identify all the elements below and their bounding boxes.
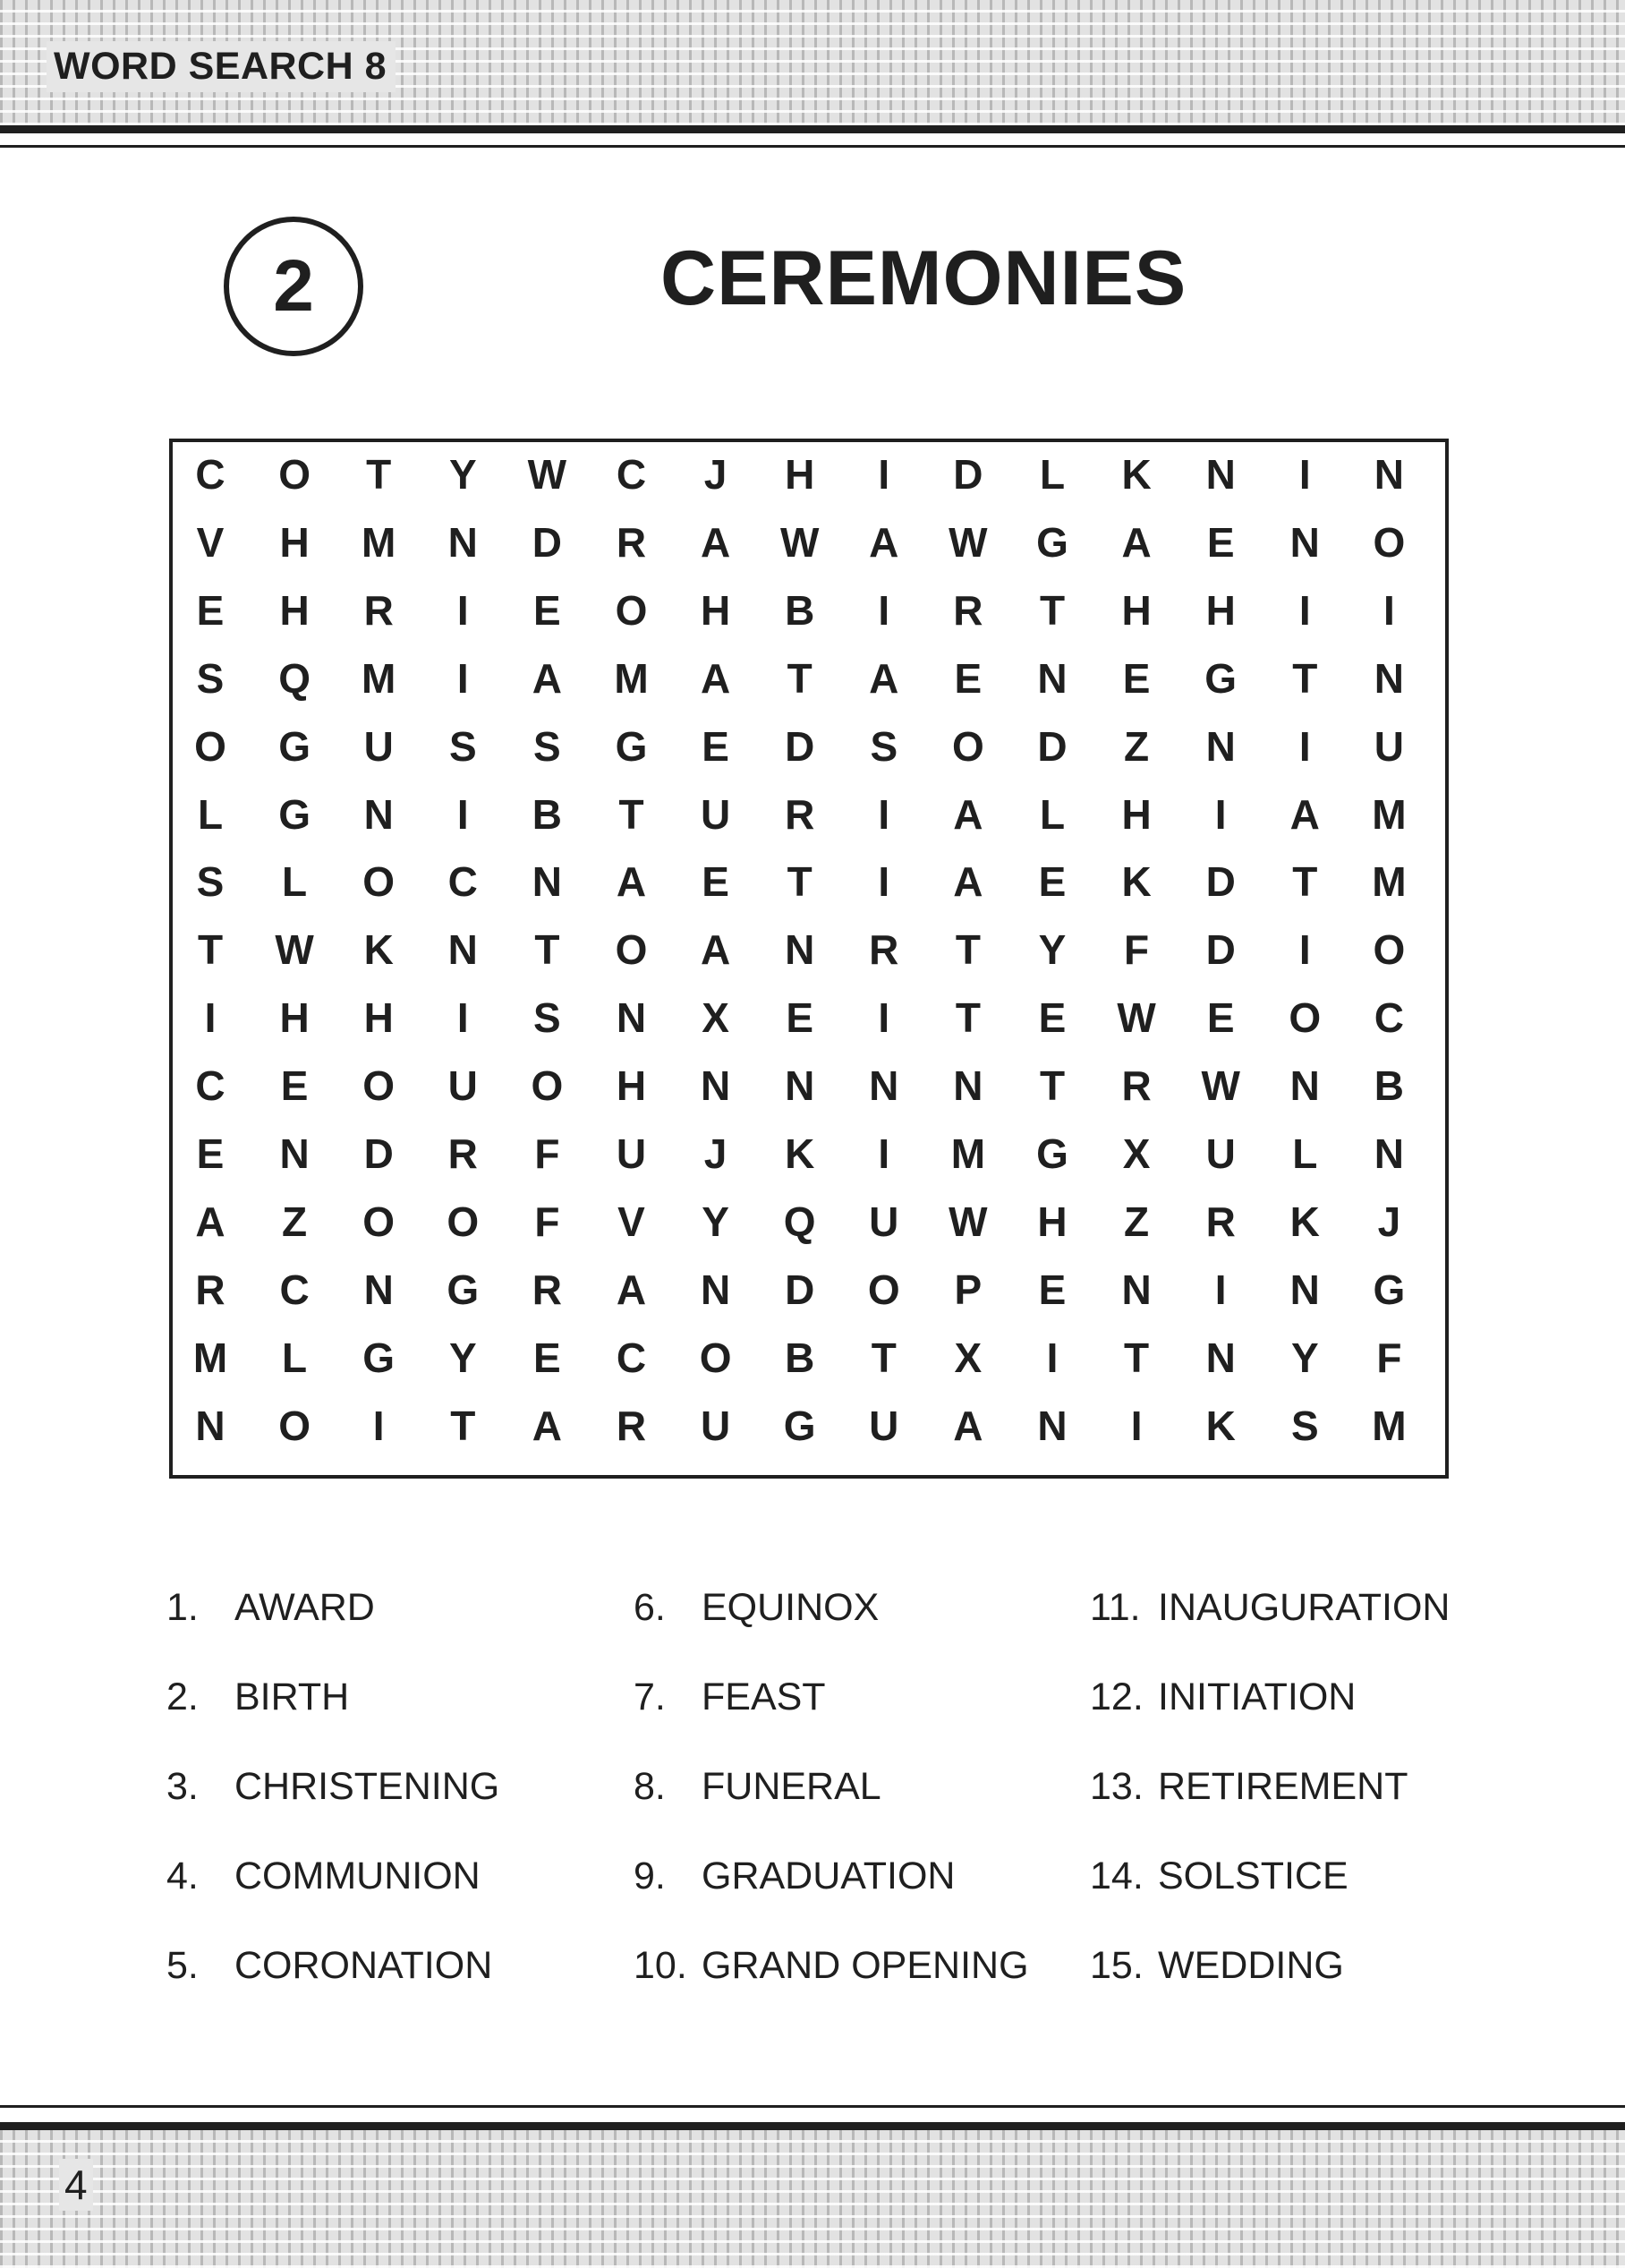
- grid-letter: H: [700, 586, 731, 634]
- grid-letter: S: [448, 722, 477, 770]
- grid-letter: L: [197, 790, 224, 838]
- word-text: BIRTH: [234, 1675, 350, 1718]
- grid-letter: Z: [1124, 1198, 1150, 1245]
- grid-letter: Y: [448, 1334, 477, 1381]
- grid-letter: A: [532, 1402, 562, 1449]
- grid-letter: L: [1292, 1130, 1318, 1177]
- grid-letter: U: [616, 1130, 647, 1177]
- word-text: FUNERAL: [702, 1765, 881, 1808]
- grid-letter: C: [279, 1266, 310, 1313]
- grid-letter: I: [878, 994, 890, 1042]
- grid-letter: O: [867, 1266, 900, 1313]
- grid-letter: L: [1039, 790, 1066, 838]
- grid-letter: H: [1121, 586, 1152, 634]
- grid-letter: R: [532, 1266, 562, 1313]
- word-text: AWARD: [234, 1586, 375, 1629]
- grid-row: [173, 780, 1445, 848]
- grid-row: [173, 1052, 1445, 1120]
- grid-letter: C: [616, 451, 647, 498]
- word-number: 11.: [1090, 1586, 1141, 1629]
- grid-letter: I: [878, 1130, 890, 1177]
- word-number: 8.: [634, 1765, 666, 1808]
- grid-letter: I: [456, 790, 469, 838]
- grid-row: [173, 644, 1445, 712]
- word-number: 14.: [1090, 1854, 1144, 1897]
- grid-letter: O: [615, 586, 648, 634]
- grid-letter: O: [278, 451, 311, 498]
- grid-letter: W: [779, 518, 820, 566]
- grid-letter: C: [616, 1334, 647, 1381]
- grid-letter: T: [1292, 654, 1318, 702]
- grid-letter: T: [787, 654, 812, 702]
- word-number: 3.: [166, 1765, 199, 1808]
- header-rule-thin: [0, 145, 1625, 148]
- grid-letter: D: [532, 518, 562, 566]
- grid-letter: H: [616, 1062, 647, 1110]
- grid-letter: I: [1298, 586, 1311, 634]
- grid-letter: G: [615, 722, 648, 770]
- grid-letter: N: [195, 1402, 225, 1449]
- grid-letter: S: [196, 858, 225, 906]
- header-rule-thick: [0, 125, 1625, 133]
- grid-letter: B: [785, 1334, 815, 1381]
- grid-letter: O: [615, 926, 648, 974]
- grid-letter: H: [279, 518, 310, 566]
- grid-letter: T: [1292, 858, 1318, 906]
- grid-letter: D: [785, 1266, 815, 1313]
- grid-letter: W: [1117, 994, 1156, 1042]
- grid-letter: U: [700, 790, 731, 838]
- grid-letter: U: [1205, 1130, 1236, 1177]
- grid-row: [173, 1392, 1445, 1460]
- grid-letter: O: [1373, 926, 1406, 974]
- grid-letter: S: [533, 994, 561, 1042]
- word-number: 10.: [634, 1944, 687, 1987]
- grid-letter: R: [447, 1130, 478, 1177]
- grid-row: [173, 712, 1445, 780]
- grid-row: [173, 916, 1445, 984]
- word-text: GRAND OPENING: [702, 1944, 1029, 1987]
- grid-letter: E: [533, 1334, 561, 1381]
- grid-letter: M: [614, 654, 649, 702]
- grid-letter: N: [279, 1130, 310, 1177]
- word-text: FEAST: [702, 1675, 826, 1718]
- grid-letter: E: [1038, 1266, 1067, 1313]
- grid-letter: C: [195, 451, 225, 498]
- grid-row: [173, 440, 1445, 508]
- word-text: EQUINOX: [702, 1586, 880, 1629]
- word-text: CORONATION: [234, 1944, 493, 1987]
- grid-letter: N: [363, 1266, 394, 1313]
- word-number: 2.: [166, 1675, 199, 1718]
- word-number: 13.: [1090, 1765, 1144, 1808]
- grid-letter: T: [787, 858, 812, 906]
- grid-letter: R: [785, 790, 815, 838]
- grid-letter: O: [447, 1198, 480, 1245]
- grid-letter: N: [447, 926, 478, 974]
- grid-letter: V: [196, 518, 225, 566]
- grid-letter: P: [954, 1266, 983, 1313]
- grid-letter: N: [785, 1062, 815, 1110]
- grid-letter: E: [196, 1130, 225, 1177]
- grid-letter: U: [363, 722, 394, 770]
- grid-letter: X: [1122, 1130, 1151, 1177]
- grid-letter: N: [869, 1062, 899, 1110]
- grid-letter: E: [786, 994, 814, 1042]
- grid-letter: G: [1036, 1130, 1068, 1177]
- grid-letter: Z: [282, 1198, 308, 1245]
- grid-letter: O: [1373, 518, 1406, 566]
- page-number: 4: [59, 2159, 93, 2211]
- grid-letter: U: [700, 1402, 731, 1449]
- grid-letter: F: [1124, 926, 1150, 974]
- grid-letter: A: [616, 858, 647, 906]
- grid-letter: A: [1121, 518, 1152, 566]
- grid-letter: K: [1289, 1198, 1320, 1245]
- grid-letter: T: [871, 1334, 897, 1381]
- grid-letter: R: [195, 1266, 225, 1313]
- grid-letter: O: [278, 1402, 311, 1449]
- grid-letter: O: [1289, 994, 1322, 1042]
- grid-letter: N: [1037, 654, 1068, 702]
- grid-row: [173, 984, 1445, 1052]
- word-number: 1.: [166, 1586, 199, 1629]
- grid-letter: D: [1037, 722, 1068, 770]
- series-title: WORD SEARCH 8: [47, 41, 396, 92]
- grid-letter: O: [362, 1198, 396, 1245]
- grid-letter: R: [616, 518, 647, 566]
- word-number: 9.: [634, 1854, 666, 1897]
- grid-letter: T: [1039, 586, 1066, 634]
- grid-letter: Y: [448, 451, 477, 498]
- grid-letter: K: [785, 1130, 815, 1177]
- grid-letter: A: [1289, 790, 1320, 838]
- grid-letter: C: [195, 1062, 225, 1110]
- grid-letter: Y: [702, 1198, 729, 1245]
- word-text: INITIATION: [1158, 1675, 1357, 1718]
- grid-letter: Q: [783, 1198, 816, 1245]
- grid-letter: G: [278, 790, 311, 838]
- grid-letter: I: [1383, 586, 1395, 634]
- grid-row: [173, 1188, 1445, 1256]
- grid-letter: N: [1374, 654, 1404, 702]
- word-number: 5.: [166, 1944, 199, 1987]
- grid-letter: X: [702, 994, 729, 1042]
- grid-letter: Z: [1124, 722, 1150, 770]
- grid-row: [173, 576, 1445, 644]
- grid-letter: A: [700, 654, 731, 702]
- grid-letter: I: [1046, 1334, 1059, 1381]
- puzzle-title: CEREMONIES: [660, 235, 1187, 321]
- grid-letter: N: [1374, 451, 1404, 498]
- grid-letter: S: [1290, 1402, 1319, 1449]
- grid-letter: I: [456, 654, 469, 702]
- grid-letter: W: [949, 1198, 988, 1245]
- grid-letter: I: [1298, 451, 1311, 498]
- grid-letter: G: [278, 722, 311, 770]
- grid-letter: R: [869, 926, 899, 974]
- grid-letter: H: [785, 451, 815, 498]
- grid-letter: I: [1214, 790, 1227, 838]
- grid-letter: R: [363, 586, 394, 634]
- grid-letter: N: [1205, 451, 1236, 498]
- grid-letter: G: [1373, 1266, 1406, 1313]
- grid-letter: D: [953, 451, 983, 498]
- footer-rule-thick: [0, 2122, 1625, 2130]
- word-number: 15.: [1090, 1944, 1144, 1987]
- footer-rule-thin: [0, 2105, 1625, 2108]
- grid-letter: G: [447, 1266, 480, 1313]
- grid-letter: N: [363, 790, 394, 838]
- grid-row: [173, 1120, 1445, 1188]
- grid-letter: H: [279, 586, 310, 634]
- grid-letter: Y: [1038, 926, 1067, 974]
- grid-letter: E: [196, 586, 225, 634]
- grid-letter: I: [878, 586, 890, 634]
- grid-letter: T: [955, 994, 981, 1042]
- grid-letter: M: [362, 654, 396, 702]
- grid-letter: C: [1374, 994, 1404, 1042]
- grid-letter: W: [949, 518, 988, 566]
- letter-grid: [169, 439, 1449, 1479]
- grid-letter: B: [785, 586, 815, 634]
- word-number: 6.: [634, 1586, 666, 1629]
- grid-letter: I: [1214, 1266, 1227, 1313]
- grid-letter: H: [1037, 1198, 1068, 1245]
- word-text: WEDDING: [1158, 1944, 1344, 1987]
- grid-letter: N: [1374, 1130, 1404, 1177]
- word-number: 12.: [1090, 1675, 1144, 1718]
- grid-letter: M: [950, 1130, 986, 1177]
- grid-letter: O: [699, 1334, 732, 1381]
- grid-letter: E: [702, 858, 729, 906]
- grid-letter: R: [1121, 1062, 1152, 1110]
- grid-letter: N: [700, 1266, 731, 1313]
- grid-letter: I: [204, 994, 217, 1042]
- grid-letter: N: [700, 1062, 731, 1110]
- grid-letter: M: [192, 1334, 228, 1381]
- grid-letter: E: [1122, 654, 1151, 702]
- grid-letter: A: [953, 858, 983, 906]
- grid-letter: E: [1038, 994, 1067, 1042]
- grid-letter: H: [1121, 790, 1152, 838]
- grid-letter: C: [447, 858, 478, 906]
- grid-row: [173, 1324, 1445, 1392]
- grid-letter: J: [1377, 1198, 1401, 1245]
- grid-letter: G: [1036, 518, 1068, 566]
- grid-letter: N: [1289, 1266, 1320, 1313]
- grid-letter: H: [279, 994, 310, 1042]
- grid-letter: O: [194, 722, 226, 770]
- grid-letter: X: [954, 1334, 983, 1381]
- grid-letter: T: [366, 451, 392, 498]
- grid-letter: N: [953, 1062, 983, 1110]
- grid-letter: M: [1372, 790, 1407, 838]
- grid-letter: D: [1205, 858, 1236, 906]
- grid-letter: L: [1039, 451, 1066, 498]
- footer-pattern-band: [0, 2130, 1625, 2268]
- grid-letter: O: [952, 722, 984, 770]
- grid-letter: N: [616, 994, 647, 1042]
- grid-letter: F: [534, 1130, 560, 1177]
- grid-letter: I: [456, 994, 469, 1042]
- grid-letter: N: [1289, 1062, 1320, 1110]
- grid-letter: A: [953, 790, 983, 838]
- grid-letter: E: [1038, 858, 1067, 906]
- grid-letter: V: [617, 1198, 645, 1245]
- grid-row: [173, 1256, 1445, 1324]
- grid-letter: U: [869, 1402, 899, 1449]
- grid-letter: E: [954, 654, 983, 702]
- grid-letter: A: [532, 654, 562, 702]
- grid-letter: T: [1039, 1062, 1066, 1110]
- grid-letter: Y: [1290, 1334, 1319, 1381]
- grid-letter: I: [456, 586, 469, 634]
- grid-letter: K: [363, 926, 394, 974]
- grid-letter: B: [532, 790, 562, 838]
- grid-letter: T: [1124, 1334, 1150, 1381]
- grid-letter: I: [878, 451, 890, 498]
- grid-letter: N: [1037, 1402, 1068, 1449]
- grid-letter: E: [1206, 518, 1235, 566]
- grid-letter: E: [280, 1062, 309, 1110]
- grid-letter: M: [362, 518, 396, 566]
- grid-letter: A: [700, 926, 731, 974]
- puzzle-number: 2: [273, 245, 314, 327]
- grid-letter: N: [1205, 1334, 1236, 1381]
- grid-letter: O: [362, 1062, 396, 1110]
- grid-letter: N: [1205, 722, 1236, 770]
- grid-letter: I: [1298, 926, 1311, 974]
- word-number: 4.: [166, 1854, 199, 1897]
- grid-letter: A: [700, 518, 731, 566]
- grid-letter: F: [1376, 1334, 1402, 1381]
- puzzle-number-badge: [224, 217, 363, 356]
- grid-letter: A: [869, 654, 899, 702]
- grid-letter: H: [363, 994, 394, 1042]
- grid-letter: T: [534, 926, 560, 974]
- grid-letter: T: [450, 1402, 476, 1449]
- grid-letter: J: [703, 451, 727, 498]
- grid-letter: R: [1205, 1198, 1236, 1245]
- grid-letter: U: [447, 1062, 478, 1110]
- grid-letter: A: [616, 1266, 647, 1313]
- grid-letter: E: [533, 586, 561, 634]
- grid-letter: Q: [278, 654, 311, 702]
- grid-letter: N: [1121, 1266, 1152, 1313]
- grid-letter: I: [1298, 722, 1311, 770]
- grid-letter: T: [955, 926, 981, 974]
- grid-letter: K: [1205, 1402, 1236, 1449]
- grid-letter: U: [1374, 722, 1404, 770]
- grid-letter: I: [878, 790, 890, 838]
- grid-letter: A: [195, 1198, 225, 1245]
- grid-letter: L: [282, 1334, 308, 1381]
- grid-letter: W: [275, 926, 314, 974]
- grid-letter: T: [618, 790, 644, 838]
- grid-letter: R: [616, 1402, 647, 1449]
- grid-letter: K: [1121, 858, 1152, 906]
- grid-letter: S: [870, 722, 898, 770]
- grid-letter: M: [1372, 858, 1407, 906]
- grid-letter: N: [785, 926, 815, 974]
- grid-letter: S: [533, 722, 561, 770]
- grid-letter: A: [869, 518, 899, 566]
- grid-letter: I: [1130, 1402, 1143, 1449]
- word-text: INAUGURATION: [1158, 1586, 1451, 1629]
- word-number: 7.: [634, 1675, 666, 1718]
- grid-letter: D: [785, 722, 815, 770]
- grid-letter: N: [532, 858, 562, 906]
- grid-letter: W: [527, 451, 567, 498]
- grid-letter: I: [372, 1402, 385, 1449]
- word-text: COMMUNION: [234, 1854, 481, 1897]
- grid-letter: N: [1289, 518, 1320, 566]
- grid-letter: D: [363, 1130, 394, 1177]
- grid-letter: A: [953, 1402, 983, 1449]
- grid-letter: I: [878, 858, 890, 906]
- grid-letter: U: [869, 1198, 899, 1245]
- word-text: CHRISTENING: [234, 1765, 500, 1808]
- word-text: GRADUATION: [702, 1854, 956, 1897]
- grid-letter: K: [1121, 451, 1152, 498]
- grid-letter: O: [362, 858, 396, 906]
- grid-letter: G: [1204, 654, 1238, 702]
- grid-letter: E: [1206, 994, 1235, 1042]
- grid-letter: H: [1205, 586, 1236, 634]
- grid-letter: T: [197, 926, 224, 974]
- grid-letter: G: [783, 1402, 816, 1449]
- grid-letter: E: [702, 722, 729, 770]
- grid-letter: M: [1372, 1402, 1407, 1449]
- grid-letter: O: [531, 1062, 564, 1110]
- grid-letter: G: [362, 1334, 396, 1381]
- grid-row: [173, 508, 1445, 576]
- grid-letter: W: [1201, 1062, 1240, 1110]
- grid-letter: J: [703, 1130, 727, 1177]
- grid-letter: F: [534, 1198, 560, 1245]
- grid-letter: L: [282, 858, 308, 906]
- grid-row: [173, 848, 1445, 916]
- grid-letter: B: [1374, 1062, 1404, 1110]
- word-text: SOLSTICE: [1158, 1854, 1348, 1897]
- grid-letter: D: [1205, 926, 1236, 974]
- grid-letter: N: [447, 518, 478, 566]
- grid-letter: R: [953, 586, 983, 634]
- grid-letter: S: [196, 654, 225, 702]
- word-text: RETIREMENT: [1158, 1765, 1408, 1808]
